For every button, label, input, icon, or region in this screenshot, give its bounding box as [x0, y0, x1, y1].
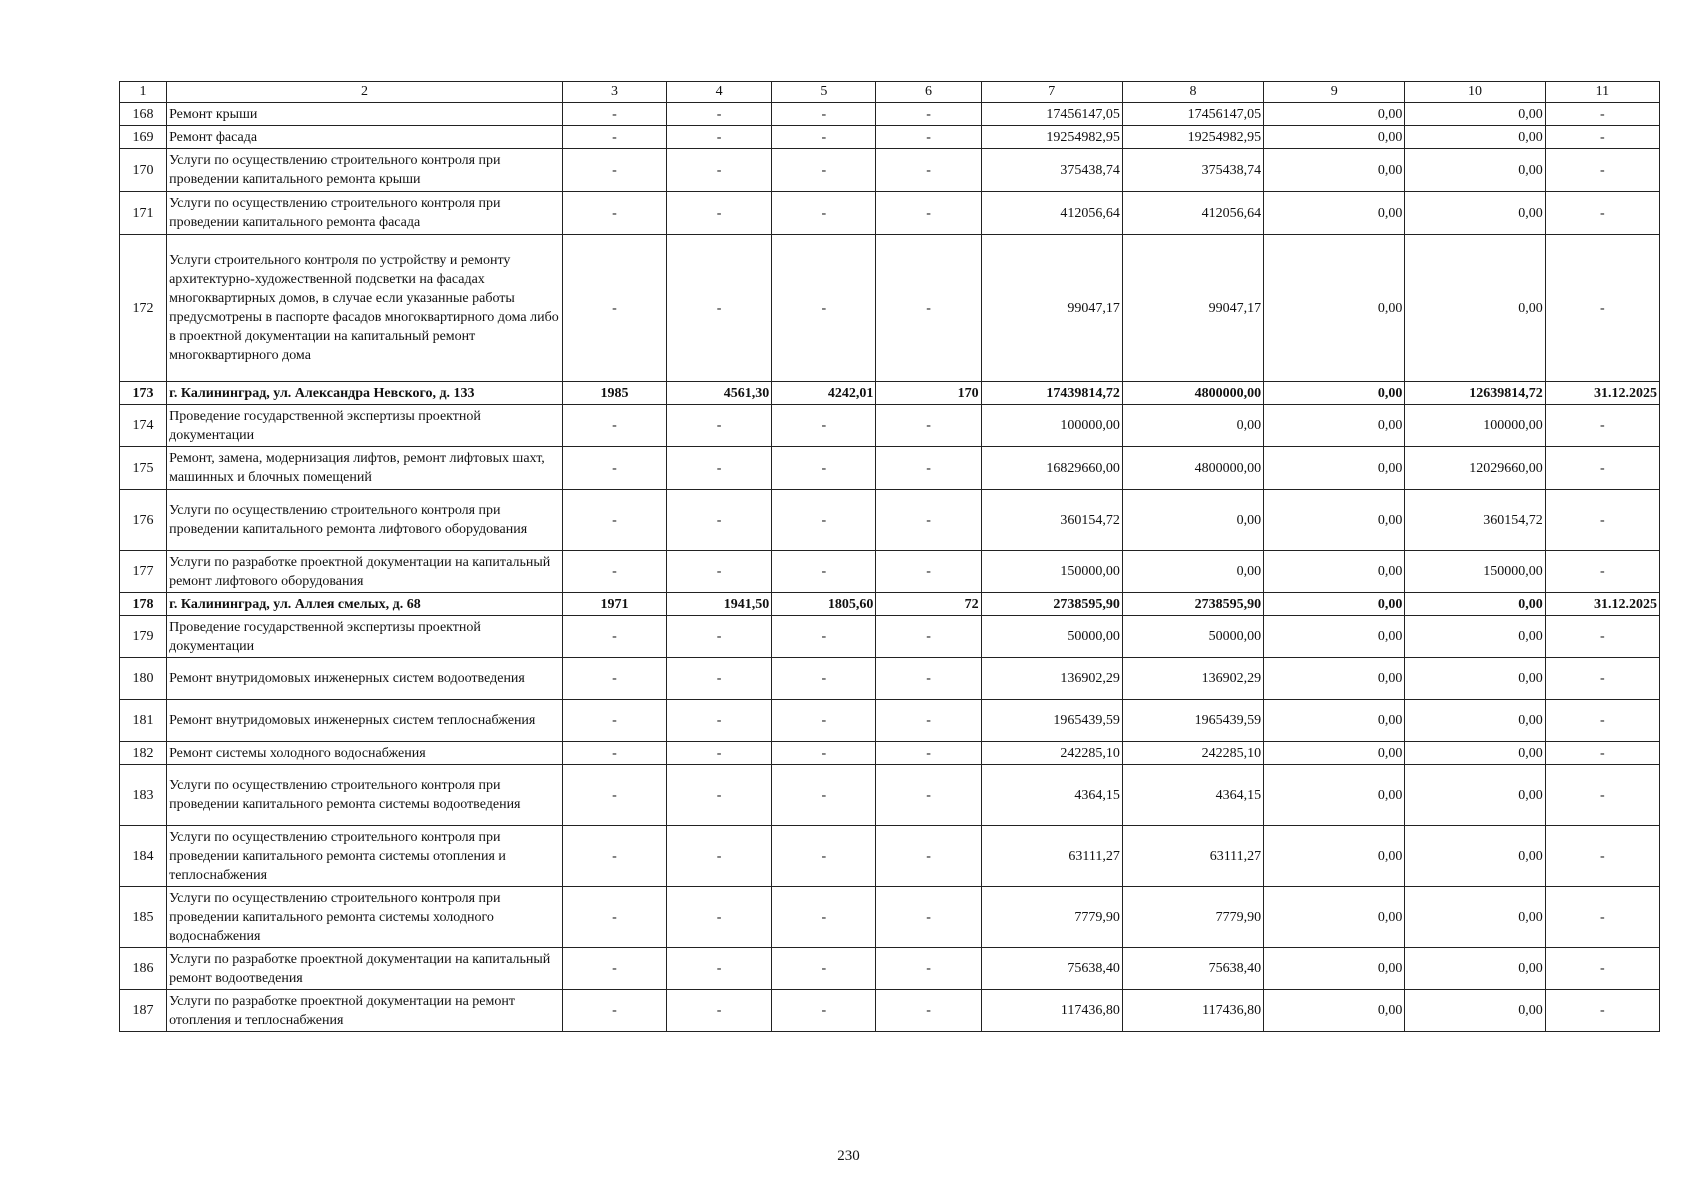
- column-header-5: 5: [772, 82, 876, 103]
- col-3-cell: -: [562, 405, 666, 447]
- row-number-cell: 175: [120, 447, 167, 490]
- row-number-cell: 172: [120, 235, 167, 382]
- col-3-cell: -: [562, 887, 666, 948]
- row-number-cell: 187: [120, 990, 167, 1032]
- col-8-cell: 4364,15: [1122, 765, 1263, 826]
- table-row: [120, 490, 1660, 551]
- table-row: [120, 551, 1660, 593]
- col-10-cell: 0,00: [1405, 235, 1545, 382]
- col-11-cell: 31.12.2025: [1545, 593, 1659, 616]
- col-7-cell: 1965439,59: [981, 700, 1122, 742]
- column-header-10: 10: [1405, 82, 1545, 103]
- col-4-cell: -: [667, 235, 772, 382]
- col-11-cell: -: [1545, 551, 1659, 593]
- col-6-cell: -: [876, 742, 981, 765]
- col-7-cell: 99047,17: [981, 235, 1122, 382]
- col-4-cell: -: [667, 103, 772, 126]
- work-name-cell: Услуги по разработке проектной документации на капитальный ремонт лифтового оборудования: [167, 551, 563, 593]
- col-9-cell: 0,00: [1264, 149, 1405, 192]
- col-8-cell: 117436,80: [1122, 990, 1263, 1032]
- col-10-cell: 0,00: [1405, 149, 1545, 192]
- col-5-cell: -: [772, 149, 876, 192]
- row-number-cell: 185: [120, 887, 167, 948]
- col-4-cell: -: [667, 447, 772, 490]
- col-8-cell: 75638,40: [1122, 948, 1263, 990]
- col-10-cell: 150000,00: [1405, 551, 1545, 593]
- col-7-cell: 150000,00: [981, 551, 1122, 593]
- col-4-cell: -: [667, 658, 772, 700]
- row-number-cell: 186: [120, 948, 167, 990]
- col-8-cell: 19254982,95: [1122, 126, 1263, 149]
- col-5-cell: -: [772, 490, 876, 551]
- col-6-cell: -: [876, 765, 981, 826]
- col-7-cell: 50000,00: [981, 616, 1122, 658]
- col-11-cell: -: [1545, 149, 1659, 192]
- table-row: [120, 948, 1660, 990]
- table-row: [120, 235, 1660, 382]
- col-6-cell: -: [876, 826, 981, 887]
- col-5-cell: -: [772, 126, 876, 149]
- col-7-cell: 2738595,90: [981, 593, 1122, 616]
- col-9-cell: 0,00: [1264, 447, 1405, 490]
- work-name-cell: г. Калининград, ул. Аллея смелых, д. 68: [167, 593, 563, 616]
- col-11-cell: -: [1545, 887, 1659, 948]
- col-11-cell: -: [1545, 616, 1659, 658]
- col-4-cell: 1941,50: [667, 593, 772, 616]
- column-header-8: 8: [1122, 82, 1263, 103]
- row-number-cell: 181: [120, 700, 167, 742]
- col-6-cell: -: [876, 126, 981, 149]
- col-5-cell: -: [772, 103, 876, 126]
- col-3-cell: -: [562, 700, 666, 742]
- col-5-cell: 4242,01: [772, 382, 876, 405]
- col-10-cell: 0,00: [1405, 765, 1545, 826]
- col-8-cell: 50000,00: [1122, 616, 1263, 658]
- col-4-cell: -: [667, 551, 772, 593]
- col-5-cell: -: [772, 742, 876, 765]
- table-row: [120, 826, 1660, 887]
- col-3-cell: -: [562, 126, 666, 149]
- col-6-cell: -: [876, 551, 981, 593]
- row-number-cell: 168: [120, 103, 167, 126]
- work-name-cell: Ремонт фасада: [167, 126, 563, 149]
- col-11-cell: -: [1545, 235, 1659, 382]
- col-10-cell: 0,00: [1405, 887, 1545, 948]
- col-10-cell: 0,00: [1405, 700, 1545, 742]
- col-9-cell: 0,00: [1264, 700, 1405, 742]
- col-9-cell: 0,00: [1264, 948, 1405, 990]
- row-number-cell: 174: [120, 405, 167, 447]
- work-name-cell: Услуги по разработке проектной документации на ремонт отопления и теплоснабжения: [167, 990, 563, 1032]
- col-4-cell: -: [667, 490, 772, 551]
- table-row: [120, 103, 1660, 126]
- col-6-cell: -: [876, 990, 981, 1032]
- col-6-cell: 170: [876, 382, 981, 405]
- column-header-4: 4: [667, 82, 772, 103]
- col-11-cell: -: [1545, 490, 1659, 551]
- work-name-cell: Ремонт крыши: [167, 103, 563, 126]
- col-8-cell: 0,00: [1122, 551, 1263, 593]
- table-body: [120, 103, 1660, 1032]
- table-row: [120, 447, 1660, 490]
- col-7-cell: 412056,64: [981, 192, 1122, 235]
- col-7-cell: 136902,29: [981, 658, 1122, 700]
- col-4-cell: -: [667, 948, 772, 990]
- col-5-cell: -: [772, 990, 876, 1032]
- col-9-cell: 0,00: [1264, 990, 1405, 1032]
- column-header-7: 7: [981, 82, 1122, 103]
- col-8-cell: 63111,27: [1122, 826, 1263, 887]
- col-7-cell: 75638,40: [981, 948, 1122, 990]
- table-row: [120, 382, 1660, 405]
- col-10-cell: 0,00: [1405, 126, 1545, 149]
- work-name-cell: Услуги по осуществлению строительного контроля при проведении капитального ремонта системы водоотведения: [167, 765, 563, 826]
- col-4-cell: -: [667, 405, 772, 447]
- col-9-cell: 0,00: [1264, 382, 1405, 405]
- col-11-cell: -: [1545, 658, 1659, 700]
- col-11-cell: -: [1545, 765, 1659, 826]
- col-9-cell: 0,00: [1264, 235, 1405, 382]
- col-4-cell: -: [667, 192, 772, 235]
- col-8-cell: 136902,29: [1122, 658, 1263, 700]
- col-11-cell: -: [1545, 103, 1659, 126]
- col-4-cell: -: [667, 765, 772, 826]
- row-number-cell: 173: [120, 382, 167, 405]
- col-8-cell: 2738595,90: [1122, 593, 1263, 616]
- work-name-cell: Проведение государственной экспертизы проектной документации: [167, 616, 563, 658]
- col-3-cell: -: [562, 551, 666, 593]
- col-5-cell: -: [772, 948, 876, 990]
- work-name-cell: Услуги по осуществлению строительного контроля при проведении капитального ремонта крыши: [167, 149, 563, 192]
- work-name-cell: Услуги по осуществлению строительного контроля при проведении капитального ремонта системы холодного водоснабжения: [167, 887, 563, 948]
- col-3-cell: 1971: [562, 593, 666, 616]
- works-table: [119, 81, 1660, 1032]
- col-11-cell: -: [1545, 447, 1659, 490]
- row-number-cell: 184: [120, 826, 167, 887]
- work-name-cell: Ремонт внутридомовых инженерных систем теплоснабжения: [167, 700, 563, 742]
- col-6-cell: 72: [876, 593, 981, 616]
- work-name-cell: Услуги по осуществлению строительного контроля при проведении капитального ремонта лифтового оборудования: [167, 490, 563, 551]
- col-4-cell: -: [667, 742, 772, 765]
- col-8-cell: 412056,64: [1122, 192, 1263, 235]
- row-number-cell: 183: [120, 765, 167, 826]
- col-9-cell: 0,00: [1264, 826, 1405, 887]
- row-number-cell: 176: [120, 490, 167, 551]
- row-number-cell: 169: [120, 126, 167, 149]
- col-5-cell: -: [772, 405, 876, 447]
- page-number: 230: [837, 1148, 860, 1164]
- col-3-cell: -: [562, 742, 666, 765]
- col-8-cell: 0,00: [1122, 490, 1263, 551]
- row-number-cell: 182: [120, 742, 167, 765]
- col-5-cell: 1805,60: [772, 593, 876, 616]
- table-row: [120, 658, 1660, 700]
- row-number-cell: 171: [120, 192, 167, 235]
- col-10-cell: 0,00: [1405, 103, 1545, 126]
- col-5-cell: -: [772, 616, 876, 658]
- col-4-cell: -: [667, 887, 772, 948]
- table-row: [120, 126, 1660, 149]
- work-name-cell: Ремонт внутридомовых инженерных систем водоотведения: [167, 658, 563, 700]
- col-11-cell: -: [1545, 948, 1659, 990]
- col-10-cell: 12029660,00: [1405, 447, 1545, 490]
- col-11-cell: -: [1545, 405, 1659, 447]
- table-row: [120, 990, 1660, 1032]
- col-6-cell: -: [876, 405, 981, 447]
- col-7-cell: 375438,74: [981, 149, 1122, 192]
- work-name-cell: Услуги по осуществлению строительного контроля при проведении капитального ремонта системы отопления и теплоснабжения: [167, 826, 563, 887]
- col-9-cell: 0,00: [1264, 126, 1405, 149]
- col-9-cell: 0,00: [1264, 551, 1405, 593]
- col-9-cell: 0,00: [1264, 405, 1405, 447]
- col-5-cell: -: [772, 447, 876, 490]
- col-10-cell: 0,00: [1405, 948, 1545, 990]
- col-3-cell: -: [562, 235, 666, 382]
- col-9-cell: 0,00: [1264, 765, 1405, 826]
- col-9-cell: 0,00: [1264, 616, 1405, 658]
- column-header-6: 6: [876, 82, 981, 103]
- col-4-cell: -: [667, 616, 772, 658]
- col-4-cell: -: [667, 700, 772, 742]
- col-10-cell: 12639814,72: [1405, 382, 1545, 405]
- col-6-cell: -: [876, 490, 981, 551]
- col-8-cell: 4800000,00: [1122, 382, 1263, 405]
- column-header-9: 9: [1264, 82, 1405, 103]
- col-7-cell: 63111,27: [981, 826, 1122, 887]
- col-11-cell: -: [1545, 742, 1659, 765]
- col-11-cell: -: [1545, 826, 1659, 887]
- col-10-cell: 0,00: [1405, 990, 1545, 1032]
- work-name-cell: Услуги по осуществлению строительного контроля при проведении капитального ремонта фасада: [167, 192, 563, 235]
- col-6-cell: -: [876, 616, 981, 658]
- column-header-2: 2: [167, 82, 563, 103]
- col-3-cell: -: [562, 658, 666, 700]
- col-6-cell: -: [876, 235, 981, 382]
- col-11-cell: -: [1545, 990, 1659, 1032]
- table-row: [120, 149, 1660, 192]
- row-number-cell: 180: [120, 658, 167, 700]
- row-number-cell: 178: [120, 593, 167, 616]
- col-9-cell: 0,00: [1264, 593, 1405, 616]
- table-header: [120, 82, 1660, 103]
- col-11-cell: 31.12.2025: [1545, 382, 1659, 405]
- col-5-cell: -: [772, 235, 876, 382]
- col-4-cell: -: [667, 990, 772, 1032]
- row-number-cell: 170: [120, 149, 167, 192]
- col-3-cell: -: [562, 616, 666, 658]
- col-9-cell: 0,00: [1264, 887, 1405, 948]
- row-number-cell: 177: [120, 551, 167, 593]
- col-5-cell: -: [772, 192, 876, 235]
- col-6-cell: -: [876, 192, 981, 235]
- col-8-cell: 4800000,00: [1122, 447, 1263, 490]
- work-name-cell: Проведение государственной экспертизы проектной документации: [167, 405, 563, 447]
- table-row: [120, 405, 1660, 447]
- col-9-cell: 0,00: [1264, 742, 1405, 765]
- col-7-cell: 7779,90: [981, 887, 1122, 948]
- work-name-cell: Ремонт системы холодного водоснабжения: [167, 742, 563, 765]
- col-3-cell: -: [562, 103, 666, 126]
- col-7-cell: 19254982,95: [981, 126, 1122, 149]
- table-row: [120, 192, 1660, 235]
- col-4-cell: -: [667, 826, 772, 887]
- table-row: [120, 593, 1660, 616]
- col-3-cell: -: [562, 765, 666, 826]
- work-name-cell: Услуги строительного контроля по устройству и ремонту архитектурно-художественной подсветки на фасадах многоквартирных домов, в случае если указанные работы предусмотрены в паспорте фасадов многоквартирного дома либо в проектной документации на капитальный ремонт многоквартирного дома: [167, 235, 563, 382]
- row-number-cell: 179: [120, 616, 167, 658]
- col-6-cell: -: [876, 447, 981, 490]
- col-5-cell: -: [772, 826, 876, 887]
- col-10-cell: 0,00: [1405, 616, 1545, 658]
- table-row: [120, 742, 1660, 765]
- col-10-cell: 0,00: [1405, 826, 1545, 887]
- col-9-cell: 0,00: [1264, 658, 1405, 700]
- table-row: [120, 700, 1660, 742]
- col-8-cell: 99047,17: [1122, 235, 1263, 382]
- col-5-cell: -: [772, 887, 876, 948]
- col-3-cell: -: [562, 948, 666, 990]
- table-row: [120, 616, 1660, 658]
- col-9-cell: 0,00: [1264, 103, 1405, 126]
- col-4-cell: 4561,30: [667, 382, 772, 405]
- work-name-cell: г. Калининград, ул. Александра Невского, д. 133: [167, 382, 563, 405]
- col-6-cell: -: [876, 948, 981, 990]
- column-header-11: 11: [1545, 82, 1659, 103]
- column-header-1: 1: [120, 82, 167, 103]
- col-10-cell: 100000,00: [1405, 405, 1545, 447]
- col-7-cell: 17439814,72: [981, 382, 1122, 405]
- col-8-cell: 1965439,59: [1122, 700, 1263, 742]
- col-7-cell: 4364,15: [981, 765, 1122, 826]
- col-8-cell: 242285,10: [1122, 742, 1263, 765]
- work-name-cell: Услуги по разработке проектной документации на капитальный ремонт водоотведения: [167, 948, 563, 990]
- col-6-cell: -: [876, 700, 981, 742]
- work-name-cell: Ремонт, замена, модернизация лифтов, ремонт лифтовых шахт, машинных и блочных помещений: [167, 447, 563, 490]
- col-3-cell: -: [562, 490, 666, 551]
- col-10-cell: 0,00: [1405, 742, 1545, 765]
- column-header-3: 3: [562, 82, 666, 103]
- col-8-cell: 17456147,05: [1122, 103, 1263, 126]
- col-10-cell: 0,00: [1405, 658, 1545, 700]
- col-11-cell: -: [1545, 192, 1659, 235]
- col-3-cell: -: [562, 447, 666, 490]
- col-3-cell: -: [562, 826, 666, 887]
- col-3-cell: -: [562, 192, 666, 235]
- col-7-cell: 360154,72: [981, 490, 1122, 551]
- col-10-cell: 360154,72: [1405, 490, 1545, 551]
- col-9-cell: 0,00: [1264, 192, 1405, 235]
- col-5-cell: -: [772, 700, 876, 742]
- col-4-cell: -: [667, 149, 772, 192]
- col-8-cell: 0,00: [1122, 405, 1263, 447]
- header-row: [120, 82, 1660, 103]
- col-7-cell: 100000,00: [981, 405, 1122, 447]
- col-7-cell: 17456147,05: [981, 103, 1122, 126]
- col-6-cell: -: [876, 149, 981, 192]
- col-11-cell: -: [1545, 700, 1659, 742]
- col-11-cell: -: [1545, 126, 1659, 149]
- col-10-cell: 0,00: [1405, 192, 1545, 235]
- col-5-cell: -: [772, 765, 876, 826]
- col-9-cell: 0,00: [1264, 490, 1405, 551]
- col-6-cell: -: [876, 887, 981, 948]
- table-row: [120, 887, 1660, 948]
- col-7-cell: 117436,80: [981, 990, 1122, 1032]
- col-3-cell: -: [562, 149, 666, 192]
- col-6-cell: -: [876, 658, 981, 700]
- col-5-cell: -: [772, 658, 876, 700]
- col-4-cell: -: [667, 126, 772, 149]
- col-5-cell: -: [772, 551, 876, 593]
- col-6-cell: -: [876, 103, 981, 126]
- col-7-cell: 242285,10: [981, 742, 1122, 765]
- col-7-cell: 16829660,00: [981, 447, 1122, 490]
- col-10-cell: 0,00: [1405, 593, 1545, 616]
- col-8-cell: 375438,74: [1122, 149, 1263, 192]
- table-row: [120, 765, 1660, 826]
- col-3-cell: 1985: [562, 382, 666, 405]
- col-8-cell: 7779,90: [1122, 887, 1263, 948]
- col-3-cell: -: [562, 990, 666, 1032]
